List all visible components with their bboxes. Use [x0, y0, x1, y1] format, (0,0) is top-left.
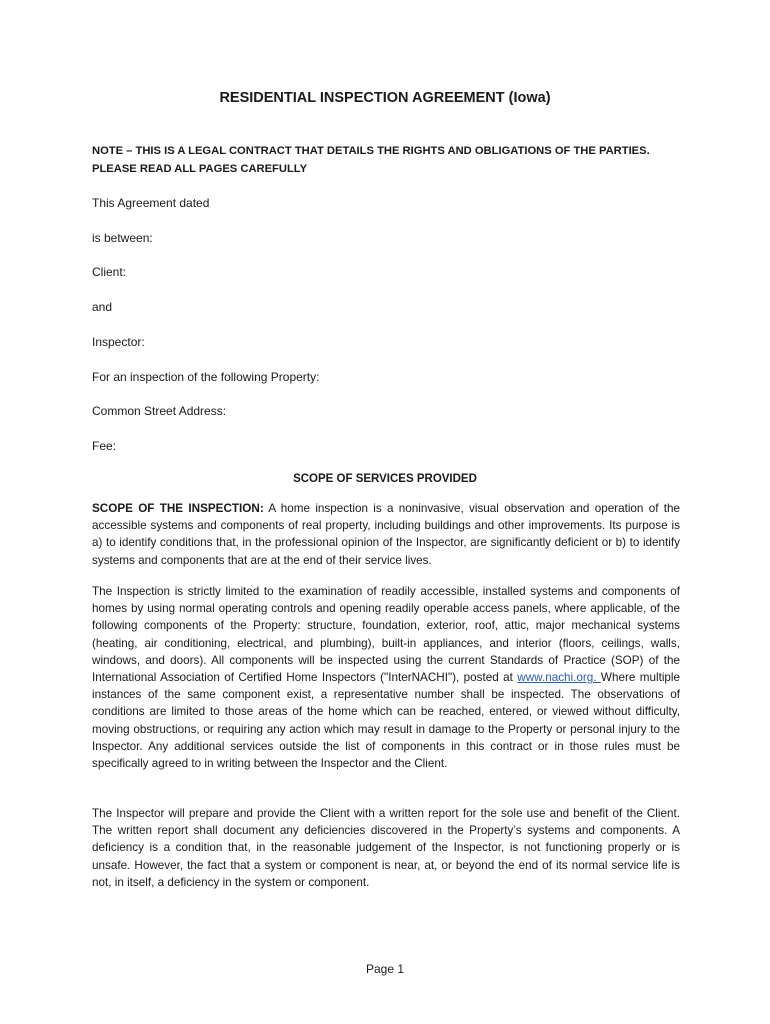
scope-text: A home inspection is a noninvasive, visual observation and operation of the accessible systems and components of real property, including buildings and other improvements. Its purpose is a) to identify conditions that, in the professional opinion of the Inspector, are significantly deficient or b) to identify systems and components that are at the end of their service lives. — [92, 502, 680, 567]
scope-lead: SCOPE OF THE INSPECTION: — [92, 502, 264, 515]
limits-text-end: Where multiple instances of the same component exist, a representative number shall be inspected. The observations of conditions are limited to those areas of the home which can be reached, entered, or viewed without difficulty, moving obstructions, or requiring any action which may result in damage to the Property or personal injury to the Inspector. Any additional services outside the list of components in this contract or in those rules must be specifically agreed to in writing between the Inspector and the Client. — [92, 671, 681, 771]
client-label: Client: — [92, 265, 127, 279]
section-title: SCOPE OF SERVICES PROVIDED — [293, 473, 477, 485]
limits-text-start: The Inspection is strictly limited to the examination of readily accessible, installed systems and components of homes by using normal operating controls and opening readily operable access panels, where applicable, of the following components of the Property: structure, foundation, exterior, roof, attic, major mechanical systems (heating, air conditioning, electrical, and plumbing), built-in appliances, and interior (floors, ceilings, walls, windows, and doors). All components will be inspected using the current Standards of Practice (SOP) of the International Association of Certified Home Inspectors ("InterNACHI"), posted at — [92, 585, 680, 685]
page-number: Page 1 — [365, 962, 405, 976]
agreement-dated-label: This Agreement dated — [92, 196, 210, 210]
is-between-label: is between: — [92, 231, 153, 245]
document-title: RESIDENTIAL INSPECTION AGREEMENT (Iowa) — [219, 90, 551, 106]
inspection-limits-paragraph — [92, 583, 680, 772]
fee-label: Fee: — [92, 439, 117, 453]
property-label: For an inspection of the following Property: — [92, 370, 320, 384]
address-label: Common Street Address: — [92, 404, 227, 418]
and-label: and — [92, 300, 113, 314]
scope-paragraph — [92, 500, 680, 569]
nachi-link[interactable]: www.nachi.org. — [517, 671, 601, 685]
report-paragraph: The Inspector will prepare and provide the Client with a written report for the sole use and benefit of the Client. The written report shall document any deficiencies discovered in the Property’s systems and components. A deficiency is a condition that, in the reasonable judgement of the Inspector, is not functioning properly or is unsafe. However, the fact that a system or component is near, at, or beyond the end of its normal service life is not, in itself, a deficiency in the system or component. — [92, 807, 680, 889]
legal-note: NOTE – THIS IS A LEGAL CONTRACT THAT DETAILS THE RIGHTS AND OBLIGATIONS OF THE PARTIES. PLEASE READ ALL PAGES CAREFULLY — [92, 145, 650, 175]
inspector-label: Inspector: — [92, 335, 145, 349]
